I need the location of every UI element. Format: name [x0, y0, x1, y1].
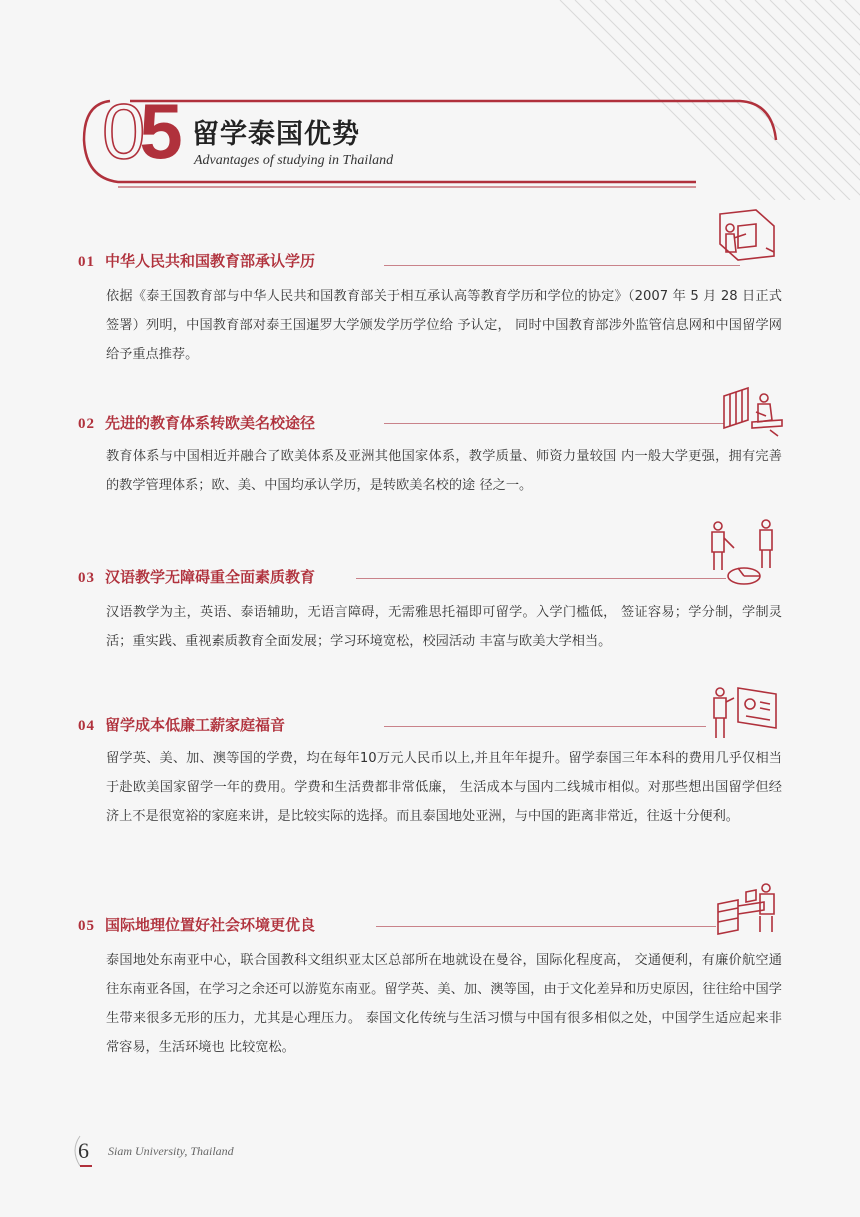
page-number: 6 — [78, 1138, 89, 1163]
section-body: 泰国地处东南亚中心，联合国教科文组织亚太区总部所在地就设在曼谷，国际化程度高， 交通便利，有廉价航空通往东南亚各国，在学习之余还可以游览东南亚。留学英、美、加、澳等国，由于文化差异和历史原因，往往给中国学生带来很多无形的压力，尤其是心理压力。 泰国文化传统与生活习惯与中国有很多相似之处，中国学生适应起来非常容易，生活环境也 比较宽松。 — [106, 953, 782, 1055]
section-body: 教育体系与中国相近并融合了欧美体系及亚洲其他国家体系，教学质量、师资力量较国 内一般大学更强，拥有完善的教学管理体系；欧、美、中国均承认学历，是转欧美名校的途 径之一。 — [106, 449, 782, 493]
section-title: 汉语教学无障碍重全面素质教育 — [105, 568, 316, 586]
section-heading — [78, 250, 315, 271]
chapter-number-zero: 0 — [102, 87, 140, 175]
section-title: 国际地理位置好社会环境更优良 — [105, 916, 316, 934]
section-divider — [356, 578, 726, 579]
section-number: 04 — [78, 718, 95, 734]
section-body: 留学英、美、加、澳等国的学费，均在每年10万元人民币以上,并且年年提升。留学泰国三年本科的费用几乎仅相当于赴欧美国家留学一年的费用。学费和生活费都非常低廉， 生活成本与国内二线城市相似。对那些想出国留学但经济上不是很宽裕的家庭来讲，是比较实际的选择。而且泰国地处亚洲，与中国的距离非常近，往返十分便利。 — [106, 751, 782, 824]
footer-university-name: Siam University, Thailand — [108, 1144, 234, 1158]
section-divider — [384, 726, 706, 727]
presenter-with-screen-icon — [704, 684, 780, 744]
teacher-at-board-icon — [716, 208, 780, 272]
chapter-number-five: 5 — [139, 87, 177, 175]
person-at-desk-icon — [716, 882, 780, 938]
section-divider — [384, 265, 740, 266]
section-heading — [78, 566, 315, 587]
student-reading-bookshelf-icon — [722, 386, 786, 440]
section-body: 汉语教学为主，英语、泰语辅助，无语言障碍，无需雅思托福即可留学。入学门槛低， 签证容易；学分制，学制灵活；重实践、重视素质教育全面发展；学习环境宽松，校园活动 丰富与欧美大学相当。 — [106, 605, 782, 649]
section-number: 02 — [78, 416, 95, 432]
section-number: 05 — [78, 918, 95, 934]
section-heading — [78, 714, 285, 735]
section-title: 留学成本低廉工薪家庭福音 — [105, 716, 286, 734]
section-heading — [78, 412, 315, 433]
section-title: 先进的教育体系转欧美名校途径 — [105, 414, 316, 432]
chapter-number — [102, 87, 177, 175]
section-title: 中华人民共和国教育部承认学历 — [105, 252, 316, 270]
section-heading — [78, 914, 315, 935]
page-title: 留学泰国优势 — [192, 119, 360, 150]
page-subtitle: Advantages of studying in Thailand — [194, 153, 394, 168]
section-divider — [376, 926, 716, 927]
section-divider — [384, 423, 724, 424]
section-number: 01 — [78, 254, 95, 270]
section-body: 依据《泰王国教育部与中华人民共和国教育部关于相互承认高等教育学历和学位的协定》（2007 年 5 月 28 日正式签署）列明，中国教育部对泰王国暹罗大学颁发学历学位给 予认定， 同时中国教育部涉外监管信息网和中国留学网给予重点推荐。 — [106, 289, 782, 362]
section-number: 03 — [78, 570, 95, 586]
people-with-pie-chart-icon — [706, 518, 780, 590]
